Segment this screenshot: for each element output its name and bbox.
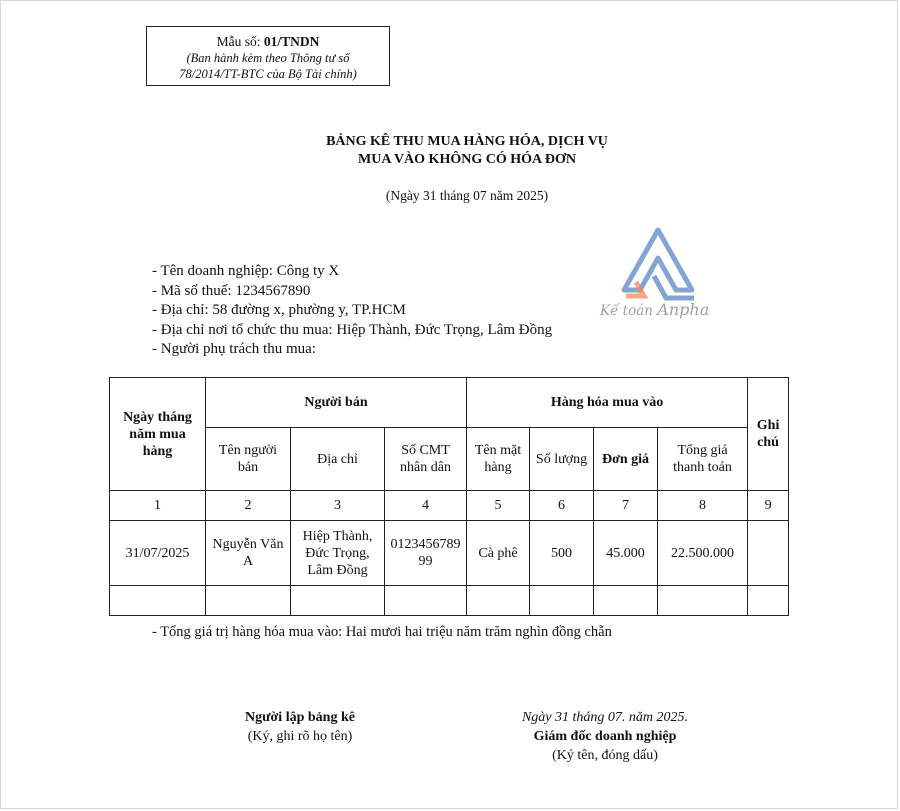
header-date: Ngày tháng năm mua hàng — [110, 378, 206, 491]
cell-address: Hiệp Thành, Đức Trọng, Lâm Đồng — [291, 521, 385, 586]
form-number-line — [147, 33, 389, 50]
header-total-price: Tổng giá thanh toán — [658, 428, 748, 491]
signature-preparer — [200, 708, 400, 746]
cell-quantity: 500 — [530, 521, 594, 586]
cell-unit-price: 45.000 — [594, 521, 658, 586]
company-info — [152, 262, 552, 360]
header-address: Địa chỉ — [291, 428, 385, 491]
document-title-line-1: BẢNG KÊ THU MUA HÀNG HÓA, DỊCH VỤ — [326, 134, 608, 149]
document-title-line-2: MUA VÀO KHÔNG CÓ HÓA ĐƠN — [358, 152, 576, 167]
empty-cell — [530, 586, 594, 616]
header-seller-name: Tên người bán — [206, 428, 291, 491]
logo-text-2: Anpha — [657, 300, 710, 319]
purchase-table — [109, 377, 789, 616]
column-number: 7 — [594, 491, 658, 521]
header-item-name: Tên mặt hàng — [467, 428, 530, 491]
total-value-text: - Tổng giá trị hàng hóa mua vào: Hai mươi hai triệu năm trăm nghìn đồng chẵn — [152, 624, 612, 640]
director-note: (Ký tên, đóng dấu) — [552, 748, 658, 763]
cell-date: 31/07/2025 — [110, 521, 206, 586]
empty-cell — [467, 586, 530, 616]
column-number: 2 — [206, 491, 291, 521]
form-number-box — [146, 26, 390, 86]
form-code: 01/TNDN — [263, 34, 320, 49]
column-number: 5 — [467, 491, 530, 521]
empty-cell — [658, 586, 748, 616]
logo-text — [600, 300, 709, 319]
signature-director — [500, 708, 710, 765]
cell-item-name: Cà phê — [467, 521, 530, 586]
header-row-1 — [110, 378, 789, 428]
tax-code: - Mã số thuế: 1234567890 — [152, 282, 311, 299]
column-number: 1 — [110, 491, 206, 521]
empty-cell — [291, 586, 385, 616]
column-number: 3 — [291, 491, 385, 521]
empty-cell — [594, 586, 658, 616]
table-row — [110, 521, 789, 586]
cell-note — [748, 521, 789, 586]
company-address: - Địa chỉ: 58 đường x, phường y, TP.HCM — [152, 302, 406, 318]
preparer-title: Người lập bảng kê — [245, 710, 355, 725]
cell-id-number: 012345678999 — [385, 521, 467, 586]
empty-cell — [206, 586, 291, 616]
header-goods-group: Hàng hóa mua vào — [467, 378, 748, 428]
empty-cell — [748, 586, 789, 616]
form-label: Mẫu số: — [216, 34, 264, 49]
logo-text-1: Kế toán — [600, 303, 653, 319]
column-number: 4 — [385, 491, 467, 521]
document-date: (Ngày 31 tháng 07 năm 2025) — [385, 188, 549, 203]
empty-cell — [385, 586, 467, 616]
director-title: Giám đốc doanh nghiệp — [533, 729, 677, 744]
header-note: Ghi chú — [748, 378, 789, 491]
signature-date: Ngày 31 tháng 07. năm 2025. — [521, 710, 689, 725]
purchase-person: - Người phụ trách thu mua: — [152, 341, 316, 357]
header-id-number: Số CMT nhân dân — [385, 428, 467, 491]
column-number: 8 — [658, 491, 748, 521]
header-seller-group: Người bán — [206, 378, 467, 428]
column-number: 6 — [530, 491, 594, 521]
header-unit-price: Đơn giá — [594, 428, 658, 491]
company-name: - Tên doanh nghiệp: Công ty X — [152, 263, 340, 279]
form-note-2: 78/2014/TT-BTC của Bộ Tài chính) — [179, 67, 357, 81]
purchase-address: - Địa chỉ nơi tổ chức thu mua: Hiệp Thành, Đức Trọng, Lâm Đồng — [152, 321, 553, 338]
form-note-1: (Ban hành kèm theo Thông tư số — [186, 51, 350, 65]
preparer-note: (Ký, ghi rõ họ tên) — [247, 729, 353, 744]
empty-cell — [110, 586, 206, 616]
header-row-2 — [110, 428, 789, 491]
empty-row — [110, 586, 789, 616]
column-number-row — [110, 491, 789, 521]
header-quantity: Số lượng — [530, 428, 594, 491]
cell-total-price: 22.500.000 — [658, 521, 748, 586]
cell-seller-name: Nguyễn Văn A — [206, 521, 291, 586]
column-number: 9 — [748, 491, 789, 521]
